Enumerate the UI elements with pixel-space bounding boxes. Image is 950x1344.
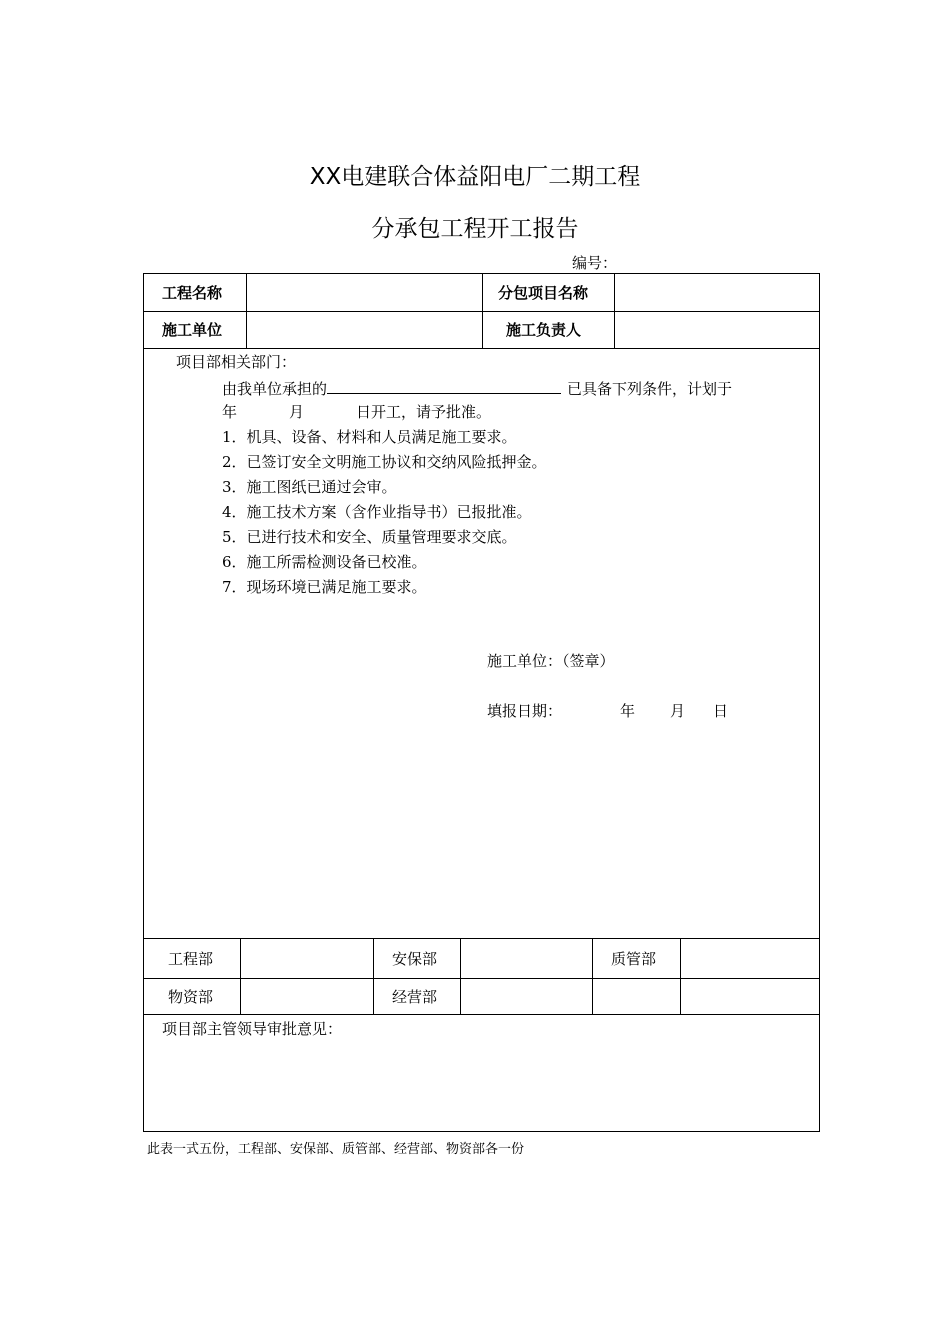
sub-item-name-label: 分包项目名称	[498, 284, 589, 302]
dept-security-label: 安保部	[392, 950, 438, 968]
start-day-text: 日开工，请予批准。	[356, 403, 492, 421]
fill-day-label: 日	[713, 702, 729, 720]
column-divider	[680, 938, 681, 1014]
addressee: 项目部相关部门：	[176, 353, 297, 371]
column-divider	[460, 938, 461, 1014]
document-subtitle: 分承包工程开工报告	[371, 216, 579, 242]
document-title: XX电建联合体益阳电厂二期工程	[309, 164, 641, 190]
construction-unit-label: 施工单位	[162, 321, 223, 339]
condition-item: 3．施工图纸已通过会审。	[222, 478, 397, 496]
dept-operations-label: 经营部	[392, 988, 438, 1006]
column-divider	[592, 938, 593, 1014]
column-divider	[246, 274, 247, 348]
approval-field[interactable]	[162, 1044, 802, 1124]
start-year-label: 年	[222, 403, 238, 421]
person-in-charge-label: 施工负责人	[506, 321, 582, 339]
fill-date-label: 填报日期：	[487, 702, 563, 720]
column-divider	[240, 938, 241, 1014]
dept-engineering-label: 工程部	[168, 950, 214, 968]
intro-prefix: 由我单位承担的	[222, 380, 328, 398]
row-divider	[144, 938, 819, 939]
serial-number-label: 编号：	[572, 254, 618, 272]
dept-materials-label: 物资部	[168, 988, 214, 1006]
column-divider	[373, 938, 374, 1014]
fill-date-line	[487, 701, 728, 721]
condition-item: 4．施工技术方案（含作业指导书）已报批准。	[222, 503, 532, 521]
fill-year-label: 年	[620, 702, 636, 720]
project-name-label: 工程名称	[162, 284, 223, 302]
column-divider	[614, 274, 615, 348]
row-divider	[144, 348, 819, 349]
footer-note: 此表一式五份，工程部、安保部、质管部、经营部、物资部各一份	[147, 1142, 525, 1157]
dept-quality-label: 质管部	[611, 950, 657, 968]
project-blank-field[interactable]	[327, 377, 561, 394]
intro-line	[222, 377, 732, 399]
condition-item: 1．机具、设备、材料和人员满足施工要求。	[222, 428, 517, 446]
column-divider	[482, 274, 483, 348]
condition-item: 7．现场环境已满足施工要求。	[222, 578, 427, 596]
start-date-line	[222, 402, 491, 422]
row-divider	[144, 978, 819, 979]
condition-item: 5．已进行技术和安全、质量管理要求交底。	[222, 528, 517, 546]
condition-item: 6．施工所需检测设备已校准。	[222, 553, 427, 571]
report-form	[143, 273, 820, 1132]
condition-item: 2．已签订安全文明施工协议和交纳风险抵押金。	[222, 453, 547, 471]
approval-label: 项目部主管领导审批意见：	[162, 1020, 343, 1038]
signature-label: 施工单位：（签章）	[487, 652, 615, 670]
start-month-label: 月	[289, 403, 305, 421]
row-divider	[144, 1014, 819, 1015]
fill-month-label: 月	[670, 702, 686, 720]
intro-suffix: 已具备下列条件，计划于	[567, 380, 733, 398]
